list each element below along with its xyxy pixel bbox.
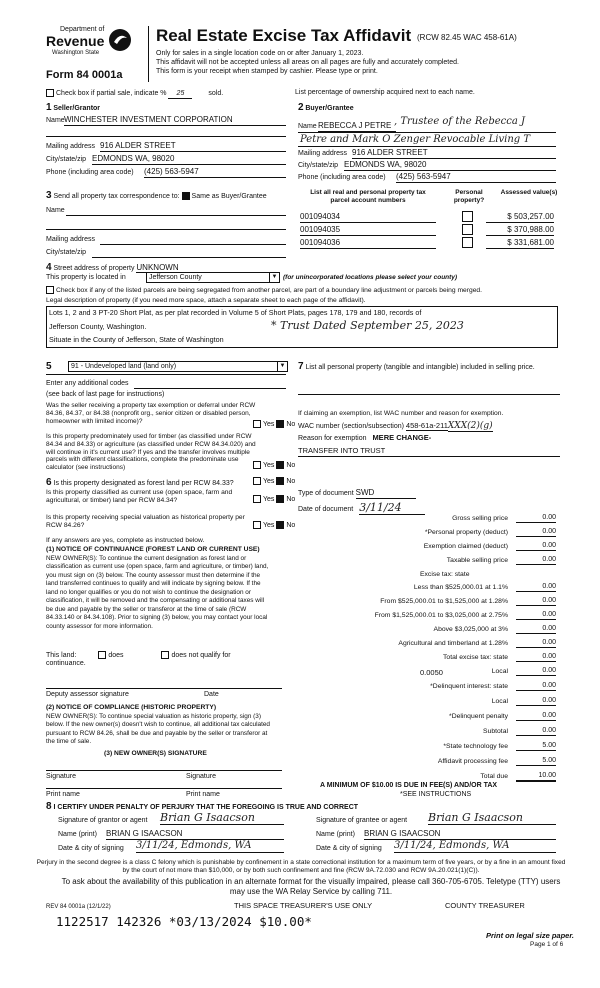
tax-row-label: From $525,000.01 to $1,525,000 at 1.28%: [380, 598, 508, 605]
dor-seal-icon: [108, 28, 132, 52]
buyer-mail-label: Mailing address: [298, 150, 348, 157]
page-number: Page 1 of 6: [530, 941, 564, 948]
land-use-select[interactable]: 91 - Undeveloped land (land only) ▼: [68, 361, 288, 372]
minimum-due-line: A MINIMUM OF $10.00 IS DUE IN FEE(S) AND/OR TAX: [320, 782, 498, 789]
current-use-yes-no: Yes No: [253, 495, 295, 504]
legal-line2: Jefferson County, Washington.: [49, 322, 147, 331]
tax-row-label: Total due: [480, 773, 508, 780]
exemption-yes-checkbox[interactable]: [253, 420, 261, 428]
buyer-name-label: Name: [298, 123, 317, 130]
seller-city-label: City/state/zip: [46, 156, 87, 163]
correspondence-heading: 3 Send all property tax correspondence to: Same as Buyer/Grantee: [46, 190, 267, 201]
buyer-city-label: City/state/zip: [298, 162, 339, 169]
current-use-question: Is this property classified as current use (open space, farm and agricultural, or timber) land per RCW 84.34?: [46, 489, 233, 505]
current-use-no-checkbox[interactable]: [276, 495, 284, 503]
legal-line1: Lots 1, 2 and 3 PT-20 Short Plat, as per plat recorded in Volume 5 of Short Plats, pages 178, 179 and 180, records of: [49, 308, 422, 317]
grantor-name-label: Name (print): [58, 831, 97, 838]
tax-row-label: Excise tax: state: [420, 571, 470, 578]
grantor-date-label: Date & city of signing: [58, 845, 124, 852]
historic-yes-no: Yes No: [253, 521, 295, 530]
tax-row-value[interactable]: 0.00: [516, 667, 556, 676]
seller-name-label: Name: [46, 117, 65, 124]
partial-sale-suffix: sold.: [208, 89, 224, 97]
parcel-assessed-value[interactable]: $ 370,988.00: [486, 225, 554, 236]
receipt-stamp: 1122517 142326 *03/13/2024 $10.00*: [56, 914, 312, 929]
trust-date-handwritten: * Trust Dated September 25, 2023: [271, 319, 464, 332]
local-rate: 0.0050: [420, 668, 443, 677]
wac-handwritten: XXX(2)(g): [447, 421, 493, 431]
chevron-down-icon[interactable]: ▼: [277, 362, 287, 371]
tax-row-value[interactable]: 0.00: [516, 712, 556, 721]
parcel-assessed-value[interactable]: $ 331,681.00: [486, 238, 554, 249]
tax-row-label: Total excise tax: state: [443, 654, 508, 661]
tax-row-label: Gross selling price: [452, 515, 508, 522]
parcel-personal-checkbox[interactable]: [462, 211, 473, 222]
treasurer-use-only: THIS SPACE TREASURER'S USE ONLY: [234, 901, 373, 910]
this-land-row: This land: does does not qualify for: [46, 651, 231, 659]
does-checkbox[interactable]: [98, 651, 106, 659]
additional-codes-label: Enter any additional codes: [46, 380, 129, 387]
seller-phone-label: Phone (including area code): [46, 169, 134, 176]
wac-number[interactable]: 458-61a-211: [405, 421, 448, 430]
notice-compliance-heading: (2) NOTICE OF COMPLIANCE (HISTORIC PROPERTY): [46, 704, 217, 711]
seller-mail-label: Mailing address: [46, 143, 96, 150]
buyer-name-handwritten-1: , Trustee of the Rebecca J: [394, 116, 525, 127]
tax-row-label: Less than $525,000.01 at 1.1%: [413, 584, 508, 591]
county-label: This property is located in: [46, 274, 126, 281]
buyer-phone-label: Phone (including area code): [298, 174, 386, 181]
grantor-name[interactable]: BRIAN G ISAACSON: [106, 829, 284, 840]
tax-row-label: From $1,525,000.01 to $3,025,000 at 2.75%: [374, 612, 508, 619]
current-use-yes-checkbox[interactable]: [253, 495, 261, 503]
tax-row-label: Above $3,025,000 at 3%: [433, 626, 508, 633]
tax-row-value[interactable]: 5.00: [516, 757, 556, 766]
grantee-name-label: Name (print): [316, 831, 355, 838]
tax-row-value[interactable]: 0.00: [516, 583, 556, 592]
timber-yes-checkbox[interactable]: [253, 461, 261, 469]
corr-city-label: City/state/zip: [46, 249, 87, 256]
tax-row-value[interactable]: 0.00: [516, 514, 556, 523]
seller-name[interactable]: WINCHESTER INVESTMENT CORPORATION: [64, 115, 286, 126]
tax-row-value[interactable]: 5.00: [516, 742, 556, 751]
buyer-city[interactable]: EDMONDS WA, 98020: [344, 160, 556, 171]
chevron-down-icon[interactable]: ▼: [269, 273, 279, 282]
doc-date-row: Date of document 3/11/24: [298, 501, 425, 515]
notice-continuance-heading: (1) NOTICE OF CONTINUANCE (FOREST LAND OR CURRENT USE): [46, 546, 260, 553]
partial-sale-percent[interactable]: 25: [168, 90, 192, 99]
corr-name-label: Name: [46, 207, 65, 214]
historic-question: Is this property receiving special valuation as historical property per RCW 84.26?: [46, 514, 245, 530]
parcel-account[interactable]: 001094035: [300, 225, 436, 236]
sec5-num: 5: [46, 361, 52, 372]
tax-row-value[interactable]: 0.00: [516, 611, 556, 620]
revision-number: REV 84 0001a (12/1/22): [46, 904, 111, 910]
reason-row: Reason for exemption MERE CHANGE-: [298, 433, 432, 442]
tax-row-value[interactable]: 0.00: [516, 528, 556, 537]
dept-line2: Revenue: [46, 33, 105, 49]
dor-logo: [46, 26, 146, 66]
segregated-row: Check box if any of the listed parcels are being segregated from another parcel, are part of a boundary line adjustment or parcels being merged.: [46, 286, 566, 295]
doc-date[interactable]: 3/11/24: [359, 501, 425, 515]
see-instructions: *SEE INSTRUCTIONS: [400, 791, 472, 798]
certify-line: 8 I CERTIFY UNDER PENALTY OF PERJURY THAT THE FOREGOING IS TRUE AND CORRECT: [46, 801, 359, 812]
parcel-assessed-value[interactable]: $ 503,257.00: [486, 212, 554, 223]
parcels-header-personal: Personal property?: [453, 189, 485, 204]
tax-row-value[interactable]: 0.00: [516, 556, 556, 565]
county-note: (for unincorporated locations please select your county): [283, 274, 458, 281]
perjury-notice: Perjury in the second degree is a class C felony which is punishable by confinement in a state correctional institution for a maximum term of five years, or by a fine in an amount fixed by the court of not more than $10,000, or by both such confinement and fine (RCW 9A.72.030 and RCW 9A.20.021(1)(C)).: [36, 859, 566, 874]
grantor-signature[interactable]: Brian G Isaacson: [160, 811, 284, 825]
new-owner-print-label-2: Print name: [186, 791, 220, 798]
new-owner-print-label-1: Print name: [46, 791, 80, 798]
form-title: Real Estate Excise Tax Affidavit: [156, 26, 412, 45]
notice-continuance-text: NEW OWNER(S): To continue the current designation as forest land or classification as current use (open space, farm and agriculture, or timber) land, you must sign on (3) below. The county assessor must then determine if the land transferred continues to qualify and will indicate by signing below. If the land no longer qualifies or you do not wish to continue the designation or classification, it will be removed and the compensating or additional taxes will be due and payable by the seller or transferor at the time of sale (RCW 84.33.140 or 84.34.108). Prior to signing (3) below, you may contact your local county assessor for more information.: [46, 555, 269, 630]
tax-row-value[interactable]: 0.00: [516, 639, 556, 648]
dept-line3: Washington State: [52, 50, 100, 56]
new-owner-signature-label-1: Signature: [46, 773, 76, 780]
parcel-personal-checkbox[interactable]: [462, 224, 473, 235]
tax-row-label: *Personal property (deduct): [424, 529, 508, 536]
forest-no-checkbox[interactable]: [276, 477, 284, 485]
header-line3: This form is your receipt when stamped by cashier. Please type or print.: [156, 68, 378, 75]
seller-mail[interactable]: 916 ALDER STREET: [100, 141, 286, 152]
historic-yes-checkbox[interactable]: [253, 521, 261, 529]
reason-line2[interactable]: TRANSFER INTO TRUST: [298, 446, 386, 455]
grantee-name[interactable]: BRIAN G ISAACSON: [364, 829, 556, 840]
continuance-label: continuance.: [46, 660, 86, 667]
grantor-date[interactable]: 3/11/24, Edmonds, WA: [136, 840, 284, 853]
forest-yes-checkbox[interactable]: [253, 477, 261, 485]
alternate-format-notice: To ask about the availability of this publication in an alternate format for the visually impaired, please call 360-705-6705. Teletype (TTY) users may use the WA Relay Service by calling 711.: [61, 877, 561, 896]
tax-row-value[interactable]: 0.00: [516, 653, 556, 662]
new-owner-signature-label-2: Signature: [186, 773, 216, 780]
seller-phone[interactable]: (425) 563-5947: [144, 167, 286, 178]
historic-no-checkbox[interactable]: [276, 521, 284, 529]
partial-sale-label: Check box if partial sale, indicate %: [56, 89, 167, 97]
tax-row-label: Taxable selling price: [446, 557, 508, 564]
buyer-heading: 2 Buyer/Grantee: [298, 102, 354, 113]
notice-compliance-text: NEW OWNER(S): To continue special valuation as historic property, sign (3) below. If the new owner(s) doesn't wish to continue, all additional tax calculated pursuant to RCW 84.26, shall be due and payable by the seller or transferor at the time of sale.: [46, 713, 270, 746]
tax-row-value[interactable]: 0.00: [516, 542, 556, 551]
timber-yes-no: Yes No: [253, 461, 295, 470]
grantee-date[interactable]: 3/11/24, Edmonds, WA: [394, 840, 556, 853]
buyer-phone[interactable]: (425) 563-5947: [396, 172, 556, 183]
tax-row-label: *State technology fee: [443, 743, 508, 750]
doc-type-row: Type of document SWD: [298, 488, 416, 499]
street-address[interactable]: UNKNOWN: [136, 263, 179, 272]
exemption-no-checkbox[interactable]: [276, 420, 284, 428]
form-number: Form 84 0001a: [46, 69, 123, 81]
header-line2: This affidavit will not be accepted unless all areas on all pages are fully and accurately completed.: [156, 59, 459, 66]
forest-yes-no: Yes No: [253, 477, 295, 486]
buyer-name[interactable]: REBECCA J PETRE: [318, 121, 396, 132]
ownership-note: List percentage of ownership acquired next to each name.: [295, 89, 475, 96]
timber-question: Is this property predominately used for timber (as classified under RCW 84.34 and 84.33) or agriculture (as classified under RCW 84.34.020) and will continue in it's current use? If yes and the transfer involves multiple parcels with different classifications, complete the predominate use calculator (see instructions): [46, 433, 256, 472]
tax-row-label: Local: [491, 698, 508, 705]
tax-row-value[interactable]: 0.00: [516, 682, 556, 691]
partial-sale: [46, 89, 223, 99]
tax-row-label: *Delinquent interest: state: [430, 683, 508, 690]
legal-description-label: Legal description of property (if you need more space, attach a separate sheet to each page of the affidavit).: [46, 297, 366, 304]
parcel-account[interactable]: 001094034: [300, 212, 436, 223]
tax-row-label: Subtotal: [483, 728, 508, 735]
legal-paper-note: Print on legal size paper.: [486, 931, 574, 940]
tax-row-value[interactable]: 0.00: [516, 597, 556, 606]
tax-row-label: Exemption claimed (deduct): [423, 543, 508, 550]
legal-description-box[interactable]: [46, 306, 558, 348]
buyer-name-handwritten-2: Petre and Mark O Zenger Revocable Living T: [300, 134, 531, 145]
tax-row-value[interactable]: 10.00: [516, 772, 556, 782]
deputy-date-label: Date: [204, 691, 219, 698]
exemption-yes-no: Yes No: [253, 420, 295, 429]
same-as-buyer-checkbox[interactable]: [182, 192, 190, 200]
doc-type[interactable]: SWD: [356, 488, 416, 499]
forest-question: 6 Is this property designated as forest land per RCW 84.33?: [46, 477, 234, 488]
tax-row-value[interactable]: 0.00: [516, 727, 556, 736]
form-citation: (RCW 82.45 WAC 458-61A): [417, 33, 517, 42]
grantee-signature[interactable]: Brian G Isaacson: [428, 811, 556, 825]
seller-heading: 1 Seller/Grantor: [46, 102, 101, 113]
tax-row-label: Affidavit processing fee: [437, 758, 508, 765]
tax-row-label: Local: [491, 668, 508, 675]
deputy-signature-label: Deputy assessor signature: [46, 691, 129, 698]
street-address-row: 4 Street address of property UNKNOWN: [46, 262, 179, 273]
personal-property-heading: 7 List all personal property (tangible and intangible) included in selling price.: [298, 361, 535, 372]
additional-codes-note: (see back of last page for instructions): [46, 391, 165, 398]
parcels-header-accounts: List all real and personal property tax parcel account numbers: [310, 189, 426, 204]
buyer-mail[interactable]: 916 ALDER STREET: [352, 148, 556, 159]
county-treasurer-label: COUNTY TREASURER: [445, 901, 525, 910]
parcel-personal-checkbox[interactable]: [462, 237, 473, 248]
parcel-account[interactable]: 001094036: [300, 238, 436, 249]
grantee-date-label: Date & city of signing: [316, 845, 382, 852]
does-not-checkbox[interactable]: [161, 651, 169, 659]
parcels-header-assessed: Assessed value(s): [500, 189, 558, 196]
grantor-signature-label: Signature of grantor or agent: [58, 817, 148, 824]
legal-line3: Situate in the County of Jefferson, State of Washington: [49, 335, 224, 344]
if-yes-note: If any answers are yes, complete as instructed below.: [46, 537, 205, 544]
grantee-signature-label: Signature of grantee or agent: [316, 817, 408, 824]
segregated-checkbox[interactable]: [46, 286, 54, 294]
header-line1: Only for sales in a single location code on or after January 1, 2023.: [156, 50, 364, 57]
seller-city[interactable]: EDMONDS WA, 98020: [92, 154, 286, 165]
tax-row-label: Agricultural and timberland at 1.28%: [398, 640, 508, 647]
partial-sale-checkbox[interactable]: [46, 89, 54, 97]
exemption-question: Was the seller receiving a property tax exemption or deferral under RCW 84.36, 84.37, or 84.38 (nonprofit org., senior citizen or disabled person, homeowner with limited income)?: [46, 402, 256, 425]
claim-exemption-label: If claiming an exemption, list WAC number and reason for exemption.: [298, 410, 504, 417]
new-owner-signature-heading: (3) NEW OWNER(S) SIGNATURE: [104, 750, 207, 757]
dept-line1: Department of: [60, 26, 105, 33]
corr-mail-label: Mailing address: [46, 236, 96, 243]
tax-row-label: *Delinquent penalty: [449, 713, 508, 720]
wac-row: WAC number (section/subsection) 458-61a-211XXX(2)(g): [298, 421, 493, 431]
reason-line1[interactable]: MERE CHANGE-: [372, 433, 432, 442]
tax-row-value[interactable]: 0.00: [516, 697, 556, 706]
tax-row-value[interactable]: 0.00: [516, 625, 556, 634]
county-select[interactable]: Jefferson County ▼: [146, 272, 280, 283]
timber-no-checkbox[interactable]: [276, 461, 284, 469]
